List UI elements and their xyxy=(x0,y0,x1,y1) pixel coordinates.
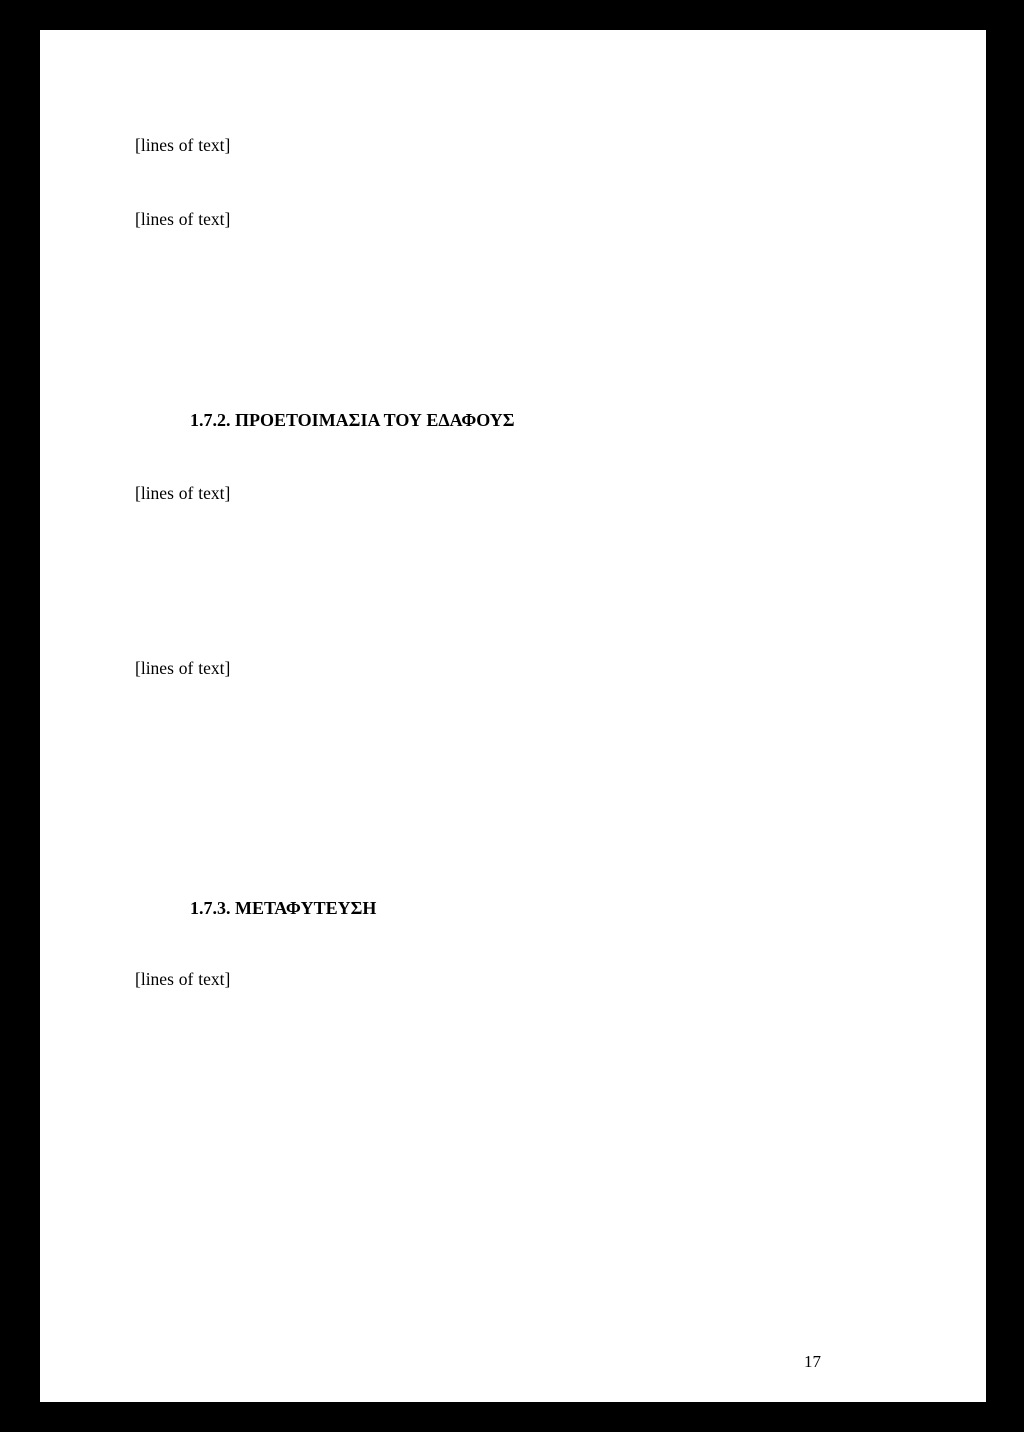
paragraph-soil-2: [lines of text] xyxy=(135,658,231,678)
paragraph-intro: [lines of text] xyxy=(135,135,231,155)
page-number: 17 xyxy=(804,1352,821,1371)
section-heading-soil-preparation: 1.7.2. ΠΡΟΕΤΟΙΜΑΣΙΑ ΤΟΥ ΕΔΑΦΟΥΣ xyxy=(190,410,515,430)
paragraph-soil-1: [lines of text] xyxy=(135,483,231,503)
section-heading-transplanting: 1.7.3. ΜΕΤΑΦΥΤΕΥΣΗ xyxy=(190,898,377,918)
paragraph-intro-2: [lines of text] xyxy=(135,209,231,229)
paragraph-transplanting: [lines of text] xyxy=(135,969,231,989)
